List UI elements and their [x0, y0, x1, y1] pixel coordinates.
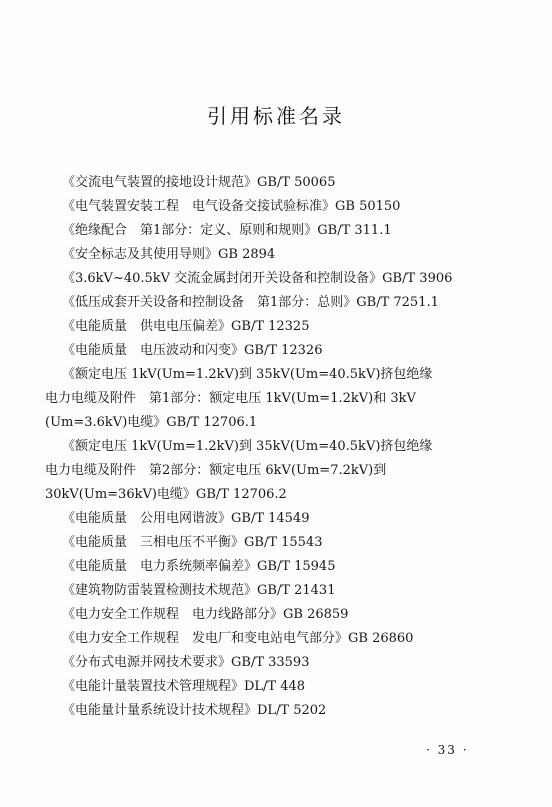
reference-item: 《低压成套开关设备和控制设备 第1部分：总则》GB/T 7251.1 — [62, 295, 439, 310]
reference-item-continuation: (Um=3.6kV)电缆》GB/T 12706.1 — [45, 415, 258, 430]
reference-item: 《电气装置安装工程 电气设备交接试验标准》GB 50150 — [62, 199, 401, 214]
reference-item: 《安全标志及其使用导则》GB 2894 — [62, 247, 276, 262]
reference-item: 《电能计量装置技术管理规程》DL/T 448 — [62, 679, 306, 694]
reference-item: 《交流电气装置的接地设计规范》GB/T 50065 — [62, 175, 336, 190]
reference-item-continuation: 30kV(Um=36kV)电缆》GB/T 12706.2 — [45, 487, 287, 502]
page-number: · 33 · — [426, 743, 469, 757]
reference-item: 《电能质量 公用电网谐波》GB/T 14549 — [62, 511, 310, 526]
reference-item: 《额定电压 1kV(Um=1.2kV)到 35kV(Um=40.5kV)挤包绝缘 — [62, 439, 433, 454]
reference-item: 《建筑物防雷装置检测技术规范》GB/T 21431 — [62, 583, 336, 598]
reference-item-continuation: 电力电缆及附件 第2部分：额定电压 6kV(Um=7.2kV)到 — [45, 463, 387, 478]
reference-item: 《电能量计量系统设计技术规程》DL/T 5202 — [62, 703, 327, 718]
reference-item: 《绝缘配合 第1部分：定义、原则和规则》GB/T 311.1 — [62, 223, 392, 238]
reference-item: 《电能质量 供电电压偏差》GB/T 12325 — [62, 319, 310, 334]
page-title: 引用标准名录 — [207, 104, 345, 128]
reference-item: 《电能质量 电压波动和闪变》GB/T 12326 — [62, 343, 323, 358]
reference-item-continuation: 电力电缆及附件 第1部分：额定电压 1kV(Um=1.2kV)和 3kV — [45, 391, 416, 406]
reference-item: 《电能质量 三相电压不平衡》GB/T 15543 — [62, 535, 323, 550]
reference-item: 《额定电压 1kV(Um=1.2kV)到 35kV(Um=40.5kV)挤包绝缘 — [62, 367, 433, 382]
reference-item: 《电力安全工作规程 电力线路部分》GB 26859 — [62, 607, 349, 622]
reference-item: 《电能质量 电力系统频率偏差》GB/T 15945 — [62, 559, 336, 574]
reference-item: 《电力安全工作规程 发电厂和变电站电气部分》GB 26860 — [62, 631, 414, 646]
reference-item: 《3.6kV~40.5kV 交流金属封闭开关设备和控制设备》GB/T 3906 — [62, 271, 453, 286]
reference-item: 《分布式电源并网技术要求》GB/T 33593 — [62, 655, 310, 670]
